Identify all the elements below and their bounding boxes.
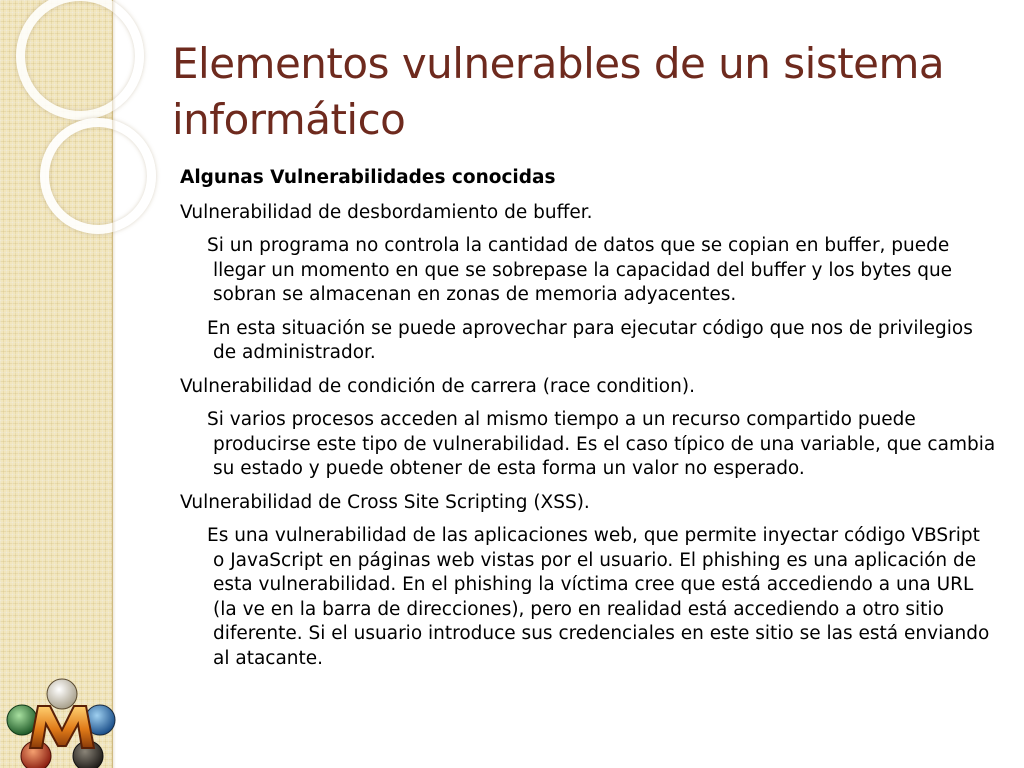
vulnerability-item-xss: Vulnerabilidad de Cross Site Scripting (XSS).	[180, 491, 590, 513]
vulnerability-item-buffer-overflow: Vulnerabilidad de desbordamiento de buffer.	[180, 201, 593, 223]
side-panel-shadow	[112, 0, 116, 768]
slide-title: Elementos vulnerables de un sistema informático	[172, 39, 945, 144]
vulnerability-description: En esta situación se puede aprovechar para ejecutar código que nos de privilegios de administrador.	[207, 317, 973, 363]
section-heading: Algunas Vulnerabilidades conocidas	[180, 167, 556, 188]
slide-body	[180, 166, 996, 680]
vulnerability-item-race-condition: Vulnerabilidad de condición de carrera (race condition).	[180, 375, 695, 397]
decorative-side-panel	[0, 0, 113, 768]
vulnerability-description: Si un programa no controla la cantidad de datos que se copian en buffer, puede llegar un momento en que se sobrepase la capacidad del buffer y los bytes que sobran se almacenan en zonas de memoria adyacentes.	[207, 235, 953, 305]
vulnerability-description: Es una vulnerabilidad de las aplicaciones web, que permite inyectar código VBSript o JavaScript en páginas web vistas por el usuario. El phishing es una aplicación de esta vulnerabilidad. En el phishing la víctima cree que está accediendo a una URL (la ve en la barra de direcciones), pero en realidad está accediendo a otro sitio diferente. Si el usuario introduce sus credenciales en este sitio se las está enviando al atacante.	[207, 525, 990, 669]
decorative-ring-top	[16, 0, 144, 120]
vulnerability-description: Si varios procesos acceden al mismo tiempo a un recurso compartido puede producirse este tipo de vulnerabilidad. Es el caso típico de una variable, que cambia su estado y puede obtener de esta forma un valor no esperado.	[207, 409, 996, 479]
decorative-ring-middle	[40, 118, 156, 234]
mana-logo-icon	[0, 676, 124, 768]
